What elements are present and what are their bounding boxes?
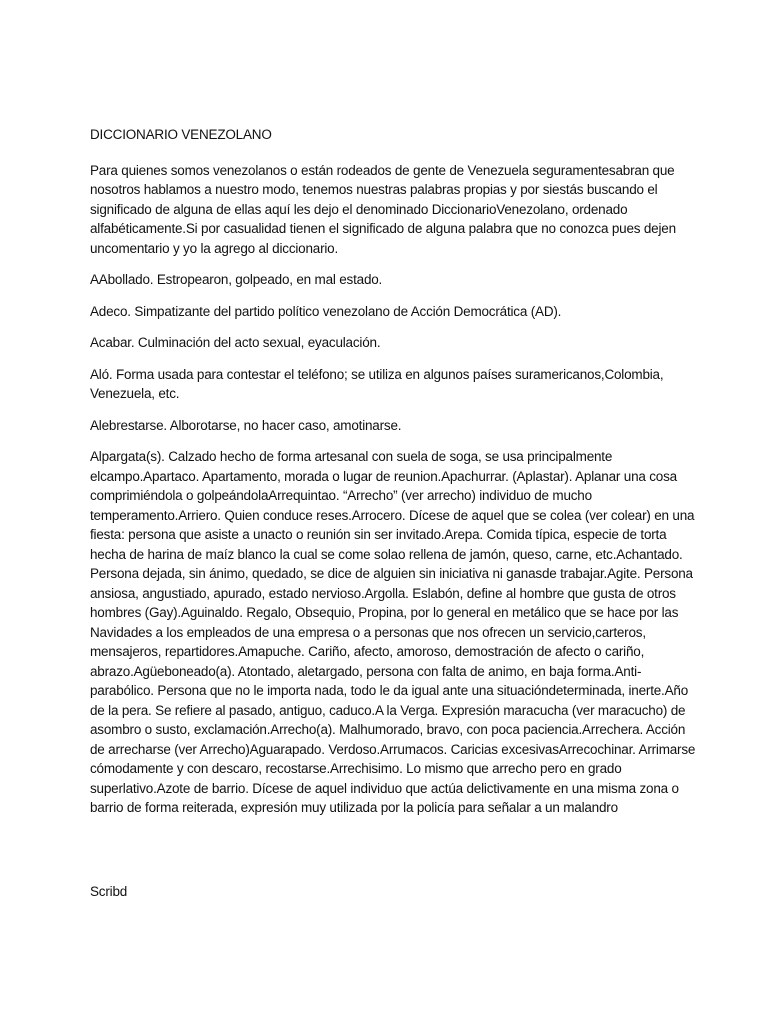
entry-abollado: [90, 270, 680, 290]
text-line: Alebrestarse. Alborotarse, no hacer caso, amotinarse.: [90, 417, 402, 433]
text-line: abrazo.Agüeboneado(a). Atontado, aletargado, persona con falta de animo, en baja forma.Anti-: [90, 663, 642, 679]
text-line: de arrecharse (ver Arrecho)Aguarapado. Verdoso.Arrumacos. Caricias excesivasArrecochinar. Arrimarse: [90, 741, 696, 757]
text-line: ansiosa, angustiado, apurado, estado nervioso.Argolla. Eslabón, define al hombre que gusta de otros: [90, 585, 676, 601]
entry-alpargata-block: [90, 447, 696, 818]
text-line: temperamento.Arriero. Quien conduce reses.Arrocero. Dícese de aquel que se colea (ver colear) en una: [90, 507, 695, 523]
text-line: mensajeros, repartidores.Amapuche. Cariño, afecto, amoroso, demostración de afecto o cariño,: [90, 644, 645, 659]
text-line: comprimiéndola o golpeándolaArrequintao. “Arrecho” (ver arrecho) individuo de mucho: [90, 488, 592, 503]
intro-paragraph: [90, 161, 680, 259]
text-line: de la pera. Se refiere al pasado, antiguo, caduco.A la Verga. Expresión maracucha (ver maracucho) de: [90, 702, 686, 718]
entry-alo: [90, 365, 680, 404]
text-line: hecha de harina de maíz blanco la cual se come solao rellena de jamón, queso, carne, etc.Achantado.: [90, 546, 683, 562]
text-line: Venezuela, etc.: [90, 386, 180, 401]
entry-alebrestarse: [90, 416, 680, 436]
text-line: significado de alguna de ellas aquí les dejo el denominado DiccionarioVenezolano, ordenado: [90, 201, 628, 217]
text-line: Para quienes somos venezolanos o están rodeados de gente de Venezuela seguramentesabran que: [90, 162, 675, 178]
text-line: alfabéticamente.Si por casualidad tienen el significado de alguna palabra que no conozca pues dejen: [90, 221, 676, 236]
text-line: Adeco. Simpatizante del partido político venezolano de Acción Democrática (AD).: [90, 303, 562, 319]
text-line: barrio de forma reiterada, expresión muy utilizada por la policía para señalar a un malandro: [90, 800, 618, 815]
entry-acabar: [90, 333, 680, 353]
text-line: fiesta: persona que asiste a unacto o reunión sin ser invitado.Arepa. Comida típica, especie de torta: [90, 527, 667, 542]
text-line: asombro o susto, exclamación.Arrecho(a). Malhumorado, bravo, con poca paciencia.Arrechera. Acción: [90, 722, 686, 737]
text-line: hombres (Gay).Aguinaldo. Regalo, Obsequio, Propina, por lo general en metálico que se hace por las: [90, 605, 679, 620]
entry-adeco: [90, 302, 680, 322]
text-line: Navidades a los empleados de una empresa o a personas que nos ofrecen un servicio,carteros,: [90, 624, 646, 640]
text-line: elcampo.Apartaco. Apartamento, morada o lugar de reunion.Apachurrar. (Aplastar). Aplanar una cosa: [90, 468, 677, 484]
text-line: AAbollado. Estropearon, golpeado, en mal estado.: [90, 272, 383, 287]
footer-source-label: Scribd: [90, 884, 128, 899]
document-body: [90, 125, 696, 830]
text-line: parabólico. Persona que no le importa nada, todo le da igual ante una situacióndeterminada, inerte.Año: [90, 683, 689, 698]
text-line: Aló. Forma usada para contestar el teléfono; se utiliza en algunos países suramericanos,Colombia,: [90, 366, 664, 382]
text-line: superlativo.Azote de barrio. Dícese de aquel individuo que actúa delictivamente en una misma zona o: [90, 780, 679, 796]
text-line: Alpargata(s). Calzado hecho de forma artesanal con suela de soga, se usa principalmente: [90, 449, 613, 464]
text-line: Acabar. Culminación del acto sexual, eyaculación.: [90, 335, 381, 350]
document-title: DICCIONARIO VENEZOLANO: [90, 127, 272, 142]
text-line: nosotros hablamos a nuestro modo, tenemos nuestras palabras propias y por siestás buscando el: [90, 182, 658, 197]
text-line: Persona dejada, sin ánimo, quedado, se dice de alguien sin iniciativa ni ganasde trabajar.Agite. Persona: [90, 566, 693, 581]
text-line: cómodamente y con descaro, recostarse.Arrechisimo. Lo mismo que arrecho pero en grado: [90, 761, 622, 776]
text-line: uncomentario y yo la agrego al diccionario.: [90, 240, 339, 256]
